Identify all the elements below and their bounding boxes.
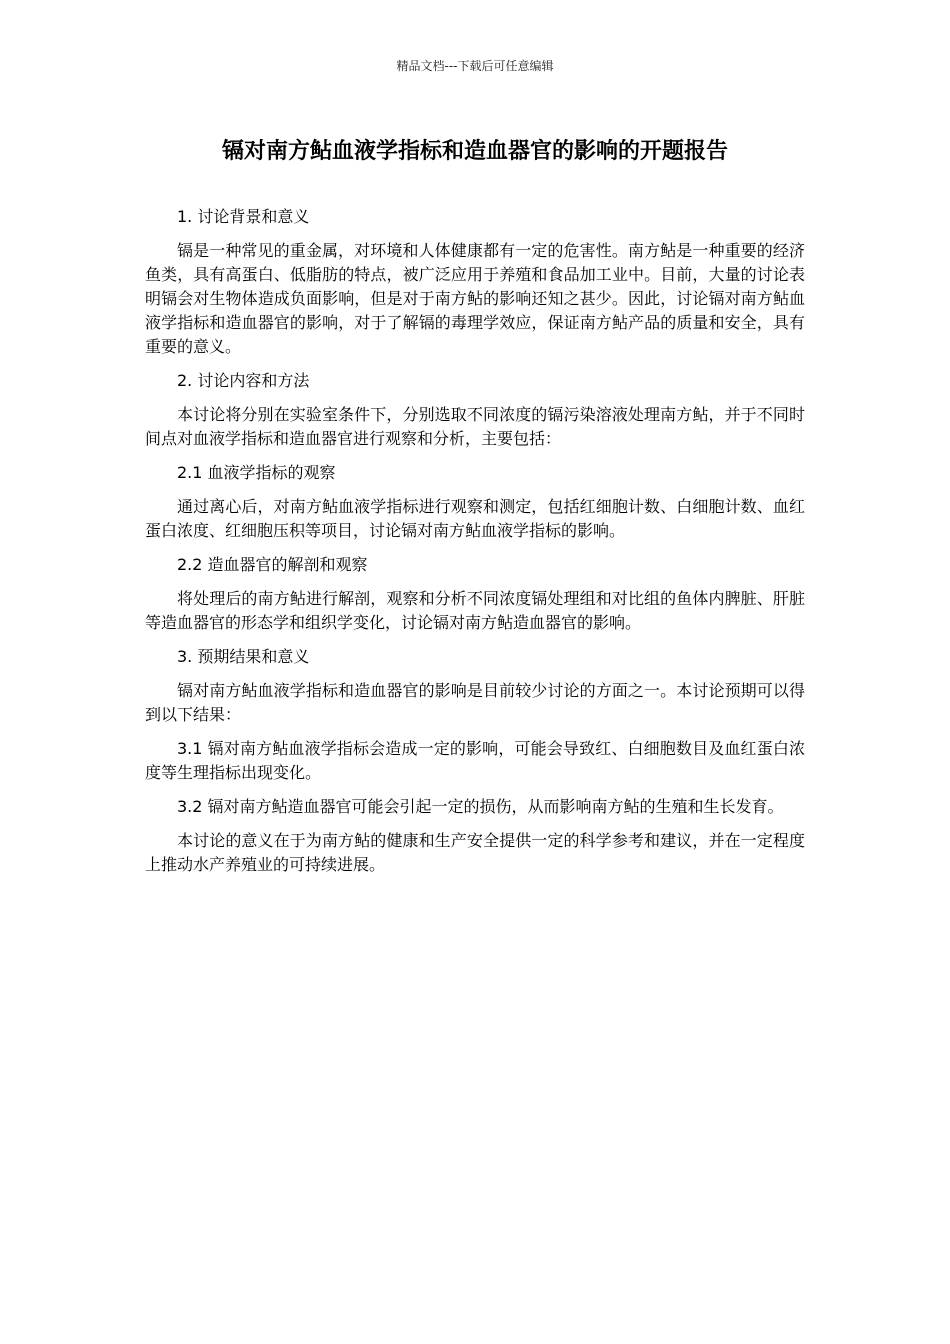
header-note: 精品文档---下载后可任意编辑 — [396, 59, 554, 73]
section-heading-3: 3. 预期结果和意义 — [177, 647, 310, 666]
document-title: 镉对南方鲇血液学指标和造血器官的影响的开题报告 — [221, 139, 728, 164]
body-paragraph: 镉是一种常见的重金属，对环境和人体健康都有一定的危害性。南方鲇是一种重要的经济鱼类，具有高蛋白、低脂肪的特点，被广泛应用于养殖和食品加工业中。目前，大量的讨论表明镉会对生物体造成负面影响，但是对于南方鲇的影响还知之甚少。因此，讨论镉对南方鲇血液学指标和造血器官的影响，对于了解镉的毒理学效应，保证南方鲇产品的质量和安全，具有重要的意义。 — [145, 241, 805, 356]
document-body — [145, 205, 805, 887]
body-paragraph: 本讨论的意义在于为南方鲇的健康和生产安全提供一定的科学参考和建议，并在一定程度上推动水产养殖业的可持续进展。 — [145, 831, 805, 874]
body-paragraph: 将处理后的南方鲇进行解剖，观察和分析不同浓度镉处理组和对比组的鱼体内脾脏、肝脏等造血器官的形态学和组织学变化，讨论镉对南方鲇造血器官的影响。 — [145, 589, 805, 632]
body-paragraph: 镉对南方鲇血液学指标和造血器官的影响是目前较少讨论的方面之一。本讨论预期可以得到以下结果： — [145, 681, 805, 724]
result-item-3-2: 3.2 镉对南方鲇造血器官可能会引起一定的损伤，从而影响南方鲇的生殖和生长发育。 — [177, 797, 784, 816]
section-heading-2: 2. 讨论内容和方法 — [177, 371, 310, 390]
body-paragraph: 本讨论将分别在实验室条件下，分别选取不同浓度的镉污染溶液处理南方鲇，并于不同时间点对血液学指标和造血器官进行观察和分析，主要包括： — [145, 405, 805, 448]
result-item-3-1: 3.1 镉对南方鲇血液学指标会造成一定的影响，可能会导致红、白细胞数目及血红蛋白浓度等生理指标出现变化。 — [145, 739, 805, 782]
body-paragraph: 通过离心后，对南方鲇血液学指标进行观察和测定，包括红细胞计数、白细胞计数、血红蛋白浓度、红细胞压积等项目，讨论镉对南方鲇血液学指标的影响。 — [145, 497, 805, 540]
section-heading-1: 1. 讨论背景和意义 — [177, 207, 310, 226]
subsection-heading-2-1: 2.1 血液学指标的观察 — [177, 463, 336, 482]
subsection-heading-2-2: 2.2 造血器官的解剖和观察 — [177, 555, 368, 574]
